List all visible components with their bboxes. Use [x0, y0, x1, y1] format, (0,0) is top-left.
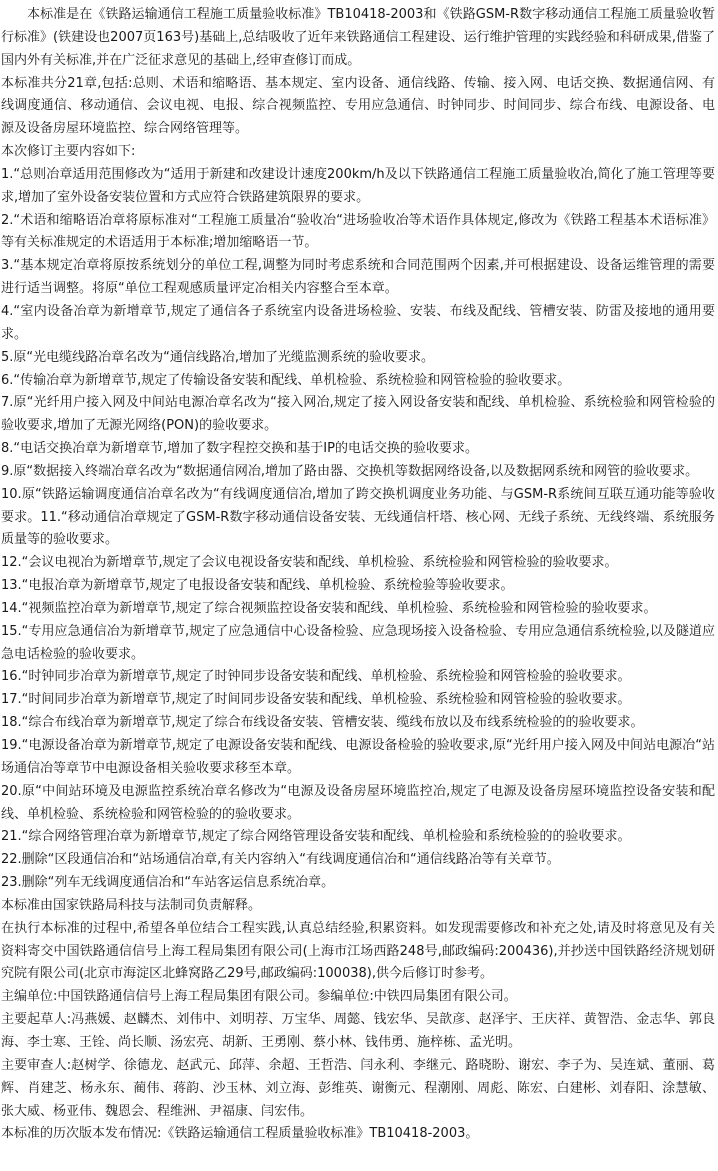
revision-item: 23.删除“列车无线调度通信冶和“车站客运信息系统冶章。: [1, 875, 335, 891]
revision-item: 5.原“光电缆线路冶章名改为“通信线路冶,增加了光缆监测系统的验收要求。: [1, 349, 435, 365]
revision-item: 12.“会议电视冶为新增章节,规定了会议电视设备安装和配线、单机检验、系统检验和网管检验的验收要求。: [1, 555, 618, 571]
revision-item: 7.原“光纤用户接入网及中间站电源冶章名改为“接入网冶,规定了接入网设备安装和配线、单机检验、系统检验和网管检验的验收要求,增加了无源光网络(PON)的验收要求。: [1, 395, 715, 434]
chapters-paragraph: 本标准共分21章,包括:总则、术语和缩略语、基本规定、室内设备、通信线路、传输、接入网、电话交换、数据通信网、有线调度通信、移动通信、会议电视、电报、综合视频监控、专用应急通信、时钟同步、时间同步、综合布线、电源设备、电源及设备房屋环境监控、综合网络管理等。: [1, 75, 715, 137]
revision-heading: 本次修订主要内容如下:: [1, 144, 136, 160]
interpretation-paragraph: 本标准由国家铁路局科技与法制司负责解释。: [1, 897, 262, 913]
reviewers-paragraph: 主要审查人:赵树学、徐德龙、赵武元、邱萍、余超、王哲浩、闫永利、李继元、路晓盼、谢宏、李子为、吴连斌、董丽、葛辉、肖建芝、杨永东、蔺伟、蒋韵、沙玉林、刘立海、彭维英、谢衡元、程潮刚、周彪、陈宏、白建彬、刘春阳、涂慧敏、张大威、杨亚伟、魏恩会、程维洲、尹福康、闫宏伟。: [1, 1057, 715, 1119]
revision-item: 4.“室内设备冶章为新增章节,规定了通信各子系统室内设备进场检验、安装、布线及配线、管槽安装、防雷及接地的通用要求。: [1, 303, 715, 342]
revision-item: 10.原“铁路运输调度通信冶章名改为“有线调度通信冶,增加了跨交换机调度业务功能、与GSM-R系统间互联互通功能等验收要求。11.“移动通信冶章规定了GSM-R数字移动通信设备安装、无线通信杆塔、核心网、无线子系统、无线终端、系统服务质量等的验收要求。: [1, 486, 715, 548]
revision-item: 19.“电源设备冶章为新增章节,规定了电源设备安装和配线、电源设备检验的验收要求,原“光纤用户接入网及中间站电源冶“站场通信冶等章节中电源设备相关验收要求移至本章。: [1, 738, 715, 776]
revision-item: 18.“综合布线冶章为新增章节,规定了综合布线设备安装、管槽安装、缆线布放以及布线系统检验的的验收要求。: [1, 715, 644, 731]
revision-item-list: [1, 164, 715, 895]
revision-item: 9.原“数据接入终端冶章名改为“数据通信网冶,增加了路由器、交换机等数据网络设备,以及数据网系统和网管的验收要求。: [1, 463, 699, 479]
revision-item: 1.“总则冶章适用范围修改为“适用于新建和改建设计速度200km/h及以下铁路通信工程施工质量验收冶,简化了施工管理等要求,增加了室外设备安装位置和方式应符合铁路建筑限界的要求。: [1, 166, 715, 205]
revision-item: 21.“综合网络管理冶章为新增章节,规定了综合网络管理设备安装和配线、单机检验和系统检验的的验收要求。: [1, 829, 631, 845]
revision-item: 15.“专用应急通信冶为新增章节,规定了应急通信中心设备检验、应急现场接入设备检验、专用应急通信系统检验,以及隧道应急电话检验的验收要求。: [1, 623, 715, 662]
revision-item: 8.“电话交换冶章为新增章节,增加了数字程控交换和基于IP的电话交换的验收要求。: [1, 441, 478, 457]
revision-item: 16.“时钟同步冶章为新增章节,规定了时钟同步设备安装和配线、单机检验、系统检验和网管检验的验收要求。: [1, 669, 631, 685]
revision-item: 13.“电报冶章为新增章节,规定了电报设备安装和配线、单机检验、系统检验等验收要求。: [1, 578, 514, 594]
revision-item: 22.删除“区段通信冶和“站场通信冶章,有关内容纳入“有线调度通信冶和“通信线路冶等有关章节。: [1, 852, 560, 868]
history-paragraph: 本标准的历次版本发布情况:《铁路运输通信工程质量验收标准》TB10418-2003。: [1, 1126, 479, 1142]
revision-item: 20.原“中间站环境及电源监控系统冶章名修改为“电源及设备房屋环境监控冶,规定了电源及设备房屋环境监控设备安装和配线、单机检验、系统检验和网管检验的的验收要求。: [1, 783, 715, 822]
revision-item: 14.“视频监控冶章为新增章节,规定了综合视频监控设备安装和配线、单机检验、系统检验和网管检验的验收要求。: [1, 600, 657, 616]
revision-item: 3.“基本规定冶章将原按系统划分的单位工程,调整为同时考虑系统和合同范围两个因素,并可根据建设、设备运维管理的需要进行适当调整。将原“单位工程观感质量评定冶相关内容整合至本章。: [1, 258, 715, 297]
intro-paragraph: 本标准是在《铁路运输通信工程施工质量验收标准》TB10418-2003和《铁路GSM-R数字移动通信工程施工质量验收暂行标准》(铁建设也2007页163号)基础上,总结吸收了近年来铁路通信工程建设、运行维护管理的实践经验和科研成果,借鉴了国内外有关标准,并在广泛征求意见的基础上,经审查修订而成。: [1, 7, 715, 68]
revision-item: 2.“术语和缩略语冶章将原标准对“工程施工质量冶“验收冶“进场验收冶等术语作具体规定,修改为《铁路工程基本术语标准》等有关标准规定的术语适用于本标准;增加缩略语一节。: [1, 212, 715, 251]
drafters-paragraph: 主要起草人:冯燕媛、赵麟杰、刘伟中、刘明荐、万宝华、周懿、钱宏华、吴歆彦、赵泽宇、王庆祥、黄智浩、金志华、郭良海、李士寒、王铨、尚长顺、汤宏亮、胡新、王勇刚、蔡小林、钱伟勇、施梓栋、孟光明。: [1, 1012, 715, 1050]
revision-item: 17.“时间同步冶章为新增章节,规定了时间同步设备安装和配线、单机检验、系统检验和网管检验的验收要求。: [1, 692, 631, 708]
units-paragraph: 主编单位:中国铁路通信信号上海工程局集团有限公司。参编单位:中铁四局集团有限公司。: [1, 989, 517, 1005]
feedback-paragraph: 在执行本标准的过程中,希望各单位结合工程实践,认真总结经验,积累资料。如发现需要修改和补充之处,请及时将意见及有关资料寄交中国铁路通信信号上海工程局集团有限公司(上海市江场西路248号,邮政编码:200436),并抄送中国铁路经济规划研究院有限公司(北京市海淀区北蜂窝路乙29号,邮政编码:100038),供今后修订时参考。: [1, 920, 715, 982]
revision-item: 6.“传输冶章为新增章节,规定了传输设备安装和配线、单机检验、系统检验和网管检验的验收要求。: [1, 372, 571, 388]
